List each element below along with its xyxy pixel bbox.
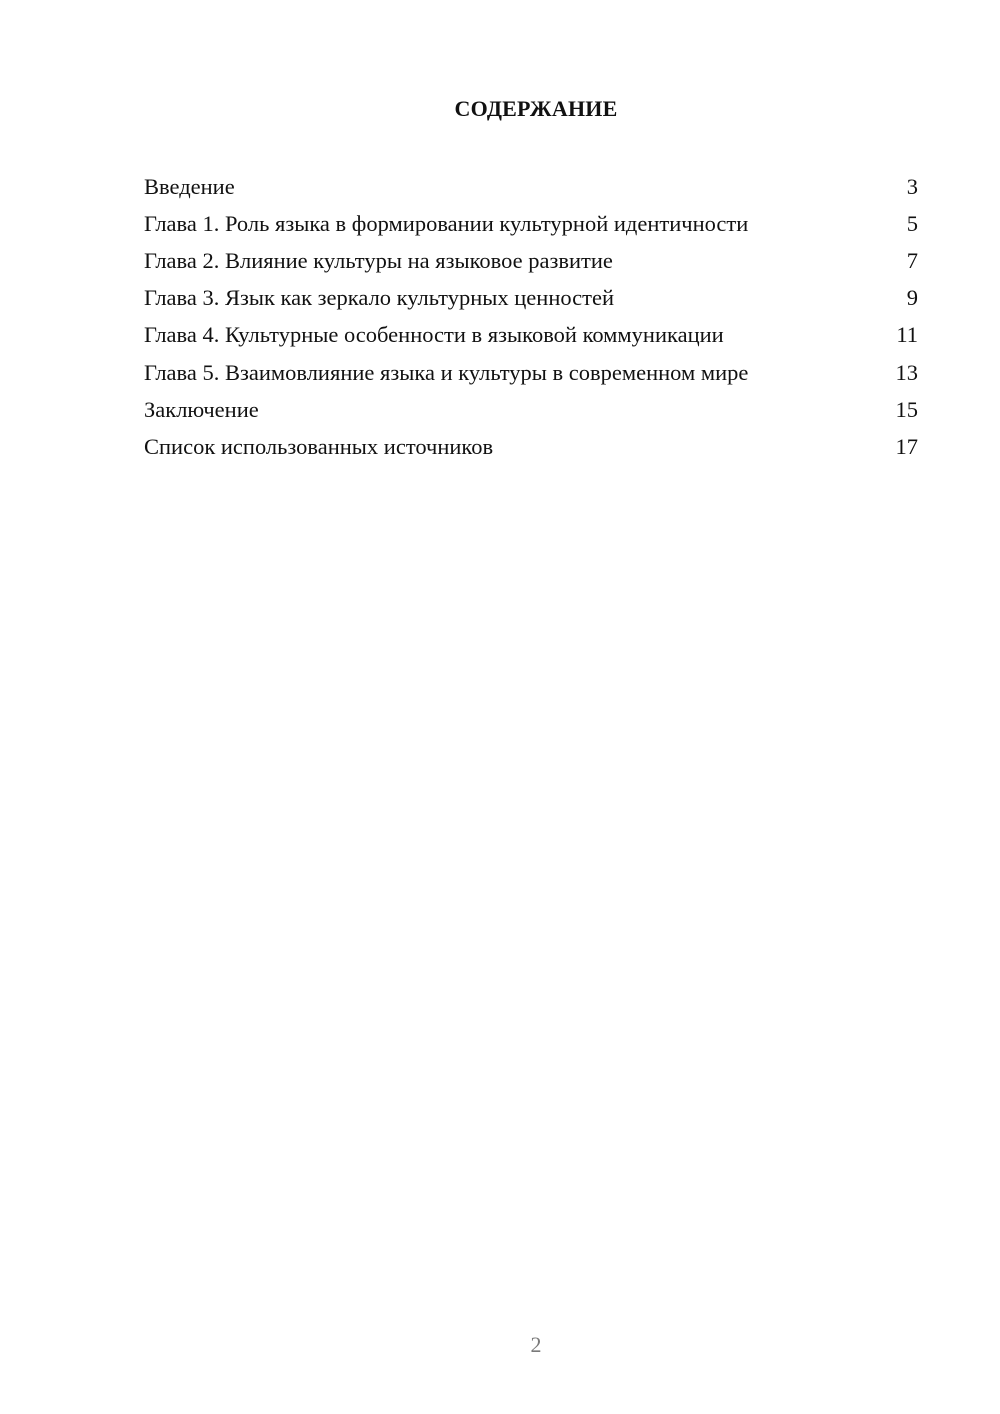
- toc-entry-page: 15: [895, 396, 918, 422]
- toc-entry-title: Глава 1. Роль языка в формировании культурной идентичности: [144, 210, 749, 236]
- toc-entry-title: Глава 4. Культурные особенности в языковой коммуникации: [144, 322, 724, 348]
- toc-entry-chapter-3[interactable]: [144, 280, 918, 317]
- toc-entry-page: 3: [906, 173, 918, 199]
- toc-entry-page: 9: [906, 285, 918, 311]
- toc-entry-page: 11: [896, 322, 918, 348]
- toc-entry-title: Глава 3. Язык как зеркало культурных ценностей: [144, 285, 615, 311]
- toc-entry-page: 13: [895, 359, 918, 385]
- toc-entry-title: Заключение: [144, 396, 259, 422]
- toc-entry-introduction[interactable]: [144, 168, 918, 205]
- toc-entry-page: 5: [906, 210, 918, 236]
- toc-entry-page: 7: [906, 247, 918, 273]
- toc-entry-conclusion[interactable]: [144, 391, 918, 428]
- toc-entry-page: 17: [895, 433, 918, 459]
- toc-entry-chapter-4[interactable]: [144, 317, 918, 354]
- toc-entry-title: Список использованных источников: [144, 433, 494, 459]
- page-title: СОДЕРЖАНИЕ: [454, 96, 618, 121]
- toc-entry-title: Введение: [144, 173, 235, 199]
- toc-entry-chapter-1[interactable]: [144, 205, 918, 242]
- toc-entry-chapter-2[interactable]: [144, 242, 918, 279]
- table-of-contents: [144, 168, 918, 466]
- page-number: 2: [530, 1332, 542, 1357]
- toc-entry-chapter-5[interactable]: [144, 354, 918, 391]
- toc-entry-references[interactable]: [144, 428, 918, 465]
- toc-entry-title: Глава 5. Взаимовлияние языка и культуры в современном мире: [144, 359, 749, 385]
- toc-entry-title: Глава 2. Влияние культуры на языковое развитие: [144, 247, 613, 273]
